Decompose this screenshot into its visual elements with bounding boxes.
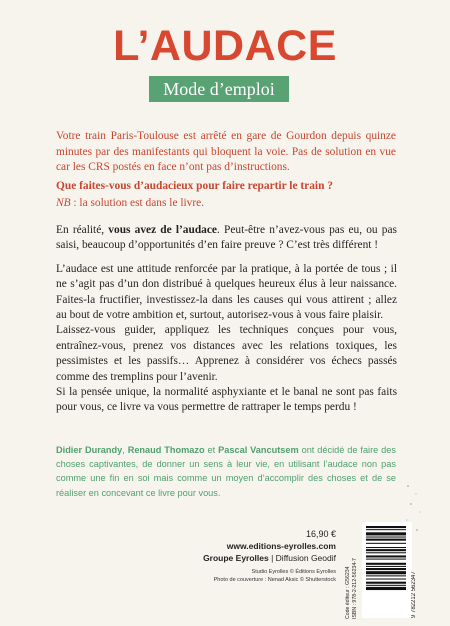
body-paragraph-4: Si la pensée unique, la normalité asphyxiante et le banal ne sont pas faits pour vous, ce livre va vous permettre de rattraper le temps perdu ! bbox=[56, 386, 397, 414]
barcode-bar bbox=[366, 529, 406, 530]
barcode-bar bbox=[366, 585, 406, 586]
author-sep-2: et bbox=[204, 445, 219, 455]
barcode-bar bbox=[366, 575, 406, 576]
barcode-bar bbox=[366, 568, 406, 570]
p1-start: En réalité, bbox=[56, 224, 109, 236]
barcode-bar bbox=[366, 579, 406, 580]
barcode-bar bbox=[366, 537, 406, 538]
barcode bbox=[362, 522, 412, 618]
barcode-bar bbox=[366, 539, 406, 541]
barcode-bar bbox=[366, 549, 406, 551]
author-2: Renaud Thomazo bbox=[127, 445, 205, 455]
barcode-bar bbox=[366, 566, 406, 567]
code-editeur: Code éditeur : G56234 bbox=[345, 566, 351, 619]
intro-block bbox=[56, 129, 396, 212]
barcode-bar bbox=[366, 571, 406, 574]
barcode-bar bbox=[366, 555, 406, 557]
barcode-bar bbox=[366, 587, 406, 590]
book-title: L’AUDACE bbox=[113, 22, 337, 70]
publisher-website: www.editions-eyrolles.com bbox=[226, 541, 336, 551]
intro-nb bbox=[56, 196, 396, 212]
barcode-bar bbox=[366, 526, 406, 528]
credit-studio: Studio Eyrolles © Éditions Eyrolles bbox=[251, 569, 336, 575]
author-sep-1: , bbox=[122, 445, 128, 455]
p1-bold: vous avez de l’audace bbox=[108, 224, 217, 236]
group-rest: | Diffusion Geodif bbox=[268, 553, 336, 563]
nb-label: NB bbox=[56, 197, 71, 209]
price: 16,90 € bbox=[305, 529, 336, 539]
publisher-group bbox=[196, 552, 336, 564]
author-1: Didier Durandy bbox=[56, 445, 123, 455]
authors-block bbox=[56, 443, 396, 500]
barcode-bar bbox=[366, 552, 406, 553]
barcode-bar bbox=[366, 559, 406, 560]
barcode-bar bbox=[366, 547, 406, 548]
p1-end: . Peut-être n’avez-vous pas eu, ou pas saisi, beaucoup d’opportunités d’en faire preuve ? C’est très différent ! bbox=[56, 224, 397, 252]
authors-text: ont décidé de faire des choses captivantes, de donner un sens à leur vie, en utilisant l’audace non pas comme une fin en soi mais comme un moyen d’accomplir des choses et de se réaliser en concevant ce livre pour vous. bbox=[56, 445, 396, 498]
author-3: Pascal Vancutsem bbox=[218, 445, 299, 455]
publisher-block bbox=[196, 528, 336, 584]
credit-photo: Photo de couverture : Nenad Aksic © Shutterstock bbox=[213, 577, 336, 583]
barcode-bar bbox=[366, 582, 406, 584]
intro-scenario: Votre train Paris-Toulouse est arrêté en gare de Gourdon depuis quinze minutes par des manifestants qui bloquent la voie. Pas de solution en vue car les CRS postés en face n’ont pas d’instructions. bbox=[56, 130, 396, 173]
book-subtitle: Mode d’emploi bbox=[149, 76, 289, 102]
intro-question: Que faites-vous d’audacieux pour faire repartir le train ? bbox=[56, 179, 333, 192]
barcode-digits: 9 782212 562347 bbox=[411, 571, 417, 618]
nb-text: : la solution est dans le livre. bbox=[70, 197, 205, 209]
body-paragraph-3: Laissez-vous guider, appliquez les techniques conçues pour vous, entraînez-vous, prenez vos distances avec les relations toxiques, les pessimistes et les passifs… Apprenez à considérer vos échecs passés comme des tremplins pour l’avenir. bbox=[56, 324, 397, 383]
body-paragraph-1 bbox=[56, 223, 397, 254]
barcode-bar bbox=[366, 543, 406, 544]
barcode-bar bbox=[366, 532, 406, 535]
group-bold: Groupe Eyrolles bbox=[203, 553, 269, 563]
isbn-text: ISBN : 978-2-212-56234-7 bbox=[352, 558, 358, 619]
body-text bbox=[56, 223, 397, 416]
barcode-bar bbox=[366, 563, 406, 565]
body-paragraph-2: L’audace est une attitude renforcée par la pratique, à la portée de tous ; il ne s’agit pas d’un don distribué à quelques heureux élus à leur naissance. Faites-la fructifier, investissez-la dans les causes qui vous attirent ; allez au bout de votre ambition et, surtout, autorisez-vous à vous faire plaisir. bbox=[56, 262, 397, 322]
